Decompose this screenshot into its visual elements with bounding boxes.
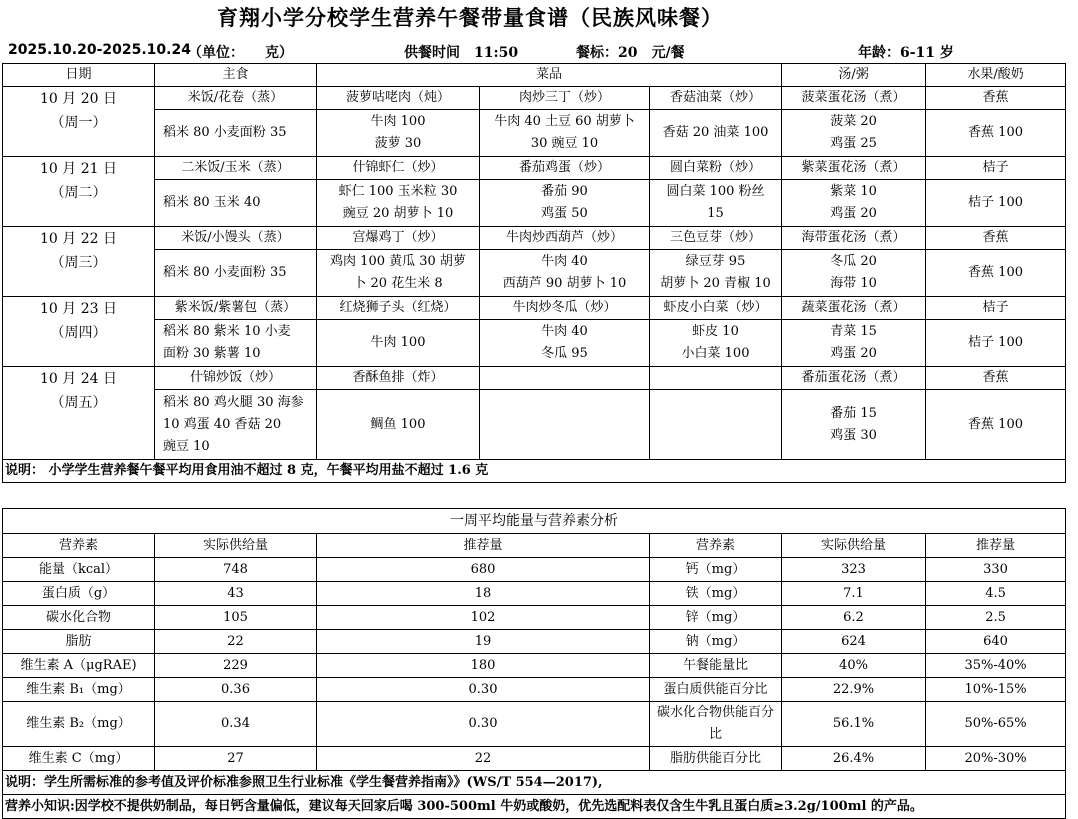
quantity-line: 冬瓜 20 xyxy=(830,254,877,269)
soup-quantity xyxy=(782,180,926,227)
nutrient-value: 105 xyxy=(155,606,317,630)
nutrient-name: 脂肪 xyxy=(3,630,155,654)
dish-name: 菠萝咕咾肉（炖） xyxy=(317,87,480,110)
fruit-quantity: 香蕉 100 xyxy=(926,110,1066,157)
analysis-row xyxy=(3,582,1066,606)
staple-quantity xyxy=(155,110,317,157)
menu-dish-row xyxy=(3,297,1066,320)
nutrient-value: 56.1% xyxy=(782,702,926,747)
dish-name: 香酥鱼排（炸） xyxy=(317,367,480,390)
quantity-line: 香菇 20 油菜 100 xyxy=(662,125,769,140)
footnote-row-1 xyxy=(3,771,1066,795)
fruit-name: 香蕉 xyxy=(926,87,1066,110)
dish-quantity xyxy=(317,390,480,460)
quantity-line: 小白菜 100 xyxy=(681,346,750,361)
age-range: 年龄：6-11 岁 xyxy=(858,45,954,61)
nutrient-value: 10%-15% xyxy=(926,678,1066,702)
quantity-line: 海带 10 xyxy=(830,276,877,291)
staple-name: 什锦炒饭（炒） xyxy=(155,367,317,390)
quantity-line: 菠萝 30 xyxy=(374,136,422,151)
day-date-cell xyxy=(3,87,155,157)
nutrient-value: 26.4% xyxy=(782,747,926,771)
day-date-cell xyxy=(3,297,155,367)
quantity-line: 绿豆芽 95 xyxy=(685,254,746,269)
dish-name: 什锦虾仁（炒） xyxy=(317,157,480,180)
day-weekday: （周二） xyxy=(50,185,107,201)
header-soup: 汤/粥 xyxy=(782,64,926,87)
quantity-line: 牛肉 40 xyxy=(541,324,588,339)
staple-name: 米饭/小馒头（蒸） xyxy=(155,227,317,250)
analysis-footnote-2: 营养小知识:因学校不提供奶制品，每日钙含量偏低，建议每天回家后喝 300-500ml 牛奶或酸奶，优先选配料表仅含生牛乳且蛋白质≥3.2g/100ml 的产品。 xyxy=(3,795,1066,819)
soup-name: 海带蛋花汤（煮） xyxy=(782,227,926,250)
dish-quantity xyxy=(480,250,650,297)
nutrient-value: 624 xyxy=(782,630,926,654)
menu-quantity-row xyxy=(3,250,1066,297)
nutrient-value: 27 xyxy=(155,747,317,771)
nutrient-value: 18 xyxy=(317,582,650,606)
nutrient-value: 0.30 xyxy=(317,702,650,747)
staple-name: 紫米饭/紫薯包（蒸） xyxy=(155,297,317,320)
quantity-line: 虾仁 100 玉米粒 30 xyxy=(338,184,458,199)
staple-quantity xyxy=(155,180,317,227)
dish-quantity xyxy=(650,110,782,157)
nutrient-name: 蛋白质（g） xyxy=(3,582,155,606)
nutrient-name: 维生素 B₂（mg） xyxy=(3,702,155,747)
analysis-header: 实际供给量 xyxy=(155,534,317,558)
dish-name: 宫爆鸡丁（炒） xyxy=(317,227,480,250)
quantity-line: 鲷鱼 100 xyxy=(370,416,426,432)
nutrient-value: 4.5 xyxy=(926,582,1066,606)
quantity-line: 10 鸡蛋 40 香菇 20 xyxy=(163,416,282,432)
analysis-title: 一周平均能量与营养素分析 xyxy=(3,509,1066,534)
analysis-row xyxy=(3,702,1066,747)
dish-quantity xyxy=(650,390,782,460)
page-title: 育翔小学分校学生营养午餐带量食谱（民族风味餐） xyxy=(217,5,723,30)
quantity-line: 鸡蛋 20 xyxy=(830,346,877,361)
day-weekday: （周三） xyxy=(50,255,107,271)
meal-cost: 餐标：20 元/餐 xyxy=(576,45,685,61)
analysis-footnote-1: 说明：学生所需标准的参考值及评价标准参照卫生行业标准《学生餐营养指南》》(WS/T 554—2017), xyxy=(3,771,1066,795)
dish-quantity xyxy=(317,250,480,297)
dish-name: 牛肉炒西葫芦（炒） xyxy=(480,227,650,250)
nutrient-value: 229 xyxy=(155,654,317,678)
nutrient-value: 22 xyxy=(317,747,650,771)
nutrient-value: 748 xyxy=(155,558,317,582)
dish-name: 香菇油菜（炒） xyxy=(650,87,782,110)
dish-name: 虾皮小白菜（炒） xyxy=(650,297,782,320)
quantity-line: 面粉 30 紫薯 10 xyxy=(163,346,261,361)
menu-dish-row xyxy=(3,87,1066,110)
header-date: 日期 xyxy=(3,64,155,87)
nutrient-name: 钠（mg） xyxy=(650,630,782,654)
quantity-line: 番茄 90 xyxy=(541,184,588,199)
day-date: 10 月 24 日 xyxy=(40,371,117,387)
analysis-header-row xyxy=(3,534,1066,558)
day-date-cell xyxy=(3,157,155,227)
fruit-quantity: 香蕉 100 xyxy=(926,390,1066,460)
nutrient-name: 脂肪供能百分比 xyxy=(650,747,782,771)
nutrient-name: 维生素 C（mg） xyxy=(3,747,155,771)
nutrient-value: 6.2 xyxy=(782,606,926,630)
quantity-line: 鸡蛋 25 xyxy=(830,136,877,151)
nutrient-name: 维生素 A（μgRAE) xyxy=(3,654,155,678)
nutrient-value: 19 xyxy=(317,630,650,654)
nutrient-value: 22.9% xyxy=(782,678,926,702)
menu-dish-row xyxy=(3,157,1066,180)
dish-name: 肉炒三丁（炒） xyxy=(480,87,650,110)
quantity-line: 鸡蛋 50 xyxy=(541,206,588,221)
nutrient-name: 能量（kcal） xyxy=(3,558,155,582)
quantity-line: 胡萝卜 20 青椒 10 xyxy=(660,276,771,291)
dish-quantity xyxy=(480,390,650,460)
day-date: 10 月 20 日 xyxy=(40,91,117,107)
staple-name: 二米饭/玉米（蒸） xyxy=(155,157,317,180)
soup-name: 紫菜蛋花汤（煮） xyxy=(782,157,926,180)
nutrient-value: 22 xyxy=(155,630,317,654)
quantity-line: 豌豆 20 胡萝卜 10 xyxy=(342,206,454,221)
nutrient-value: 7.1 xyxy=(782,582,926,606)
staple-quantity xyxy=(155,250,317,297)
quantity-line: 豌豆 10 xyxy=(163,438,210,454)
analysis-header: 营养素 xyxy=(3,534,155,558)
quantity-line: 虾皮 10 xyxy=(692,324,739,339)
day-date-cell xyxy=(3,227,155,297)
analysis-row xyxy=(3,678,1066,702)
dish-name: 三色豆芽（炒） xyxy=(650,227,782,250)
analysis-row xyxy=(3,630,1066,654)
day-weekday: （周五） xyxy=(50,395,107,411)
header-dishes: 菜品 xyxy=(317,64,782,87)
analysis-row xyxy=(3,606,1066,630)
fruit-name: 香蕉 xyxy=(926,227,1066,250)
nutrient-name: 钙（mg） xyxy=(650,558,782,582)
nutrient-value: 102 xyxy=(317,606,650,630)
nutrient-name: 午餐能量比 xyxy=(650,654,782,678)
quantity-line: 15 xyxy=(707,206,724,221)
nutrition-table xyxy=(2,508,1066,819)
nutrient-value: 43 xyxy=(155,582,317,606)
dish-name xyxy=(480,367,650,390)
header-staple: 主食 xyxy=(155,64,317,87)
dish-quantity xyxy=(480,110,650,157)
quantity-line: 牛肉 40 xyxy=(541,254,588,269)
fruit-quantity: 桔子 100 xyxy=(926,320,1066,367)
dish-quantity xyxy=(650,250,782,297)
soup-name: 蔬菜蛋花汤（煮） xyxy=(782,297,926,320)
dish-name xyxy=(650,367,782,390)
nutrient-value: 680 xyxy=(317,558,650,582)
dish-name: 红烧狮子头（红烧） xyxy=(317,297,480,320)
quantity-line: 西葫芦 90 胡萝卜 10 xyxy=(502,276,627,291)
quantity-line: 稻米 80 小麦面粉 35 xyxy=(163,265,287,280)
soup-name: 菠菜蛋花汤（煮） xyxy=(782,87,926,110)
quantity-line: 稻米 80 紫米 10 小麦 xyxy=(163,324,291,339)
soup-name: 番茄蛋花汤（煮） xyxy=(782,367,926,390)
menu-dish-row xyxy=(3,227,1066,250)
quantity-line: 鸡蛋 30 xyxy=(830,427,877,443)
menu-header-row xyxy=(3,64,1066,87)
meal-time: 供餐时间 11:50 xyxy=(404,45,519,61)
quantity-line: 稻米 80 玉米 40 xyxy=(163,195,261,210)
unit-label: （单位： 克） xyxy=(188,45,293,61)
quantity-line: 圆白菜 100 粉丝 xyxy=(666,184,765,199)
oil-salt-note: 说明： 小学学生营养餐午餐平均用食用油不超过 8 克，午餐平均用盐不超过 1.6 克 xyxy=(3,460,1066,483)
soup-quantity xyxy=(782,110,926,157)
nutrient-value: 50%-65% xyxy=(926,702,1066,747)
analysis-header: 营养素 xyxy=(650,534,782,558)
nutrient-value: 330 xyxy=(926,558,1066,582)
menu-quantity-row xyxy=(3,180,1066,227)
menu-quantity-row xyxy=(3,320,1066,367)
quantity-line: 鸡蛋 20 xyxy=(830,206,877,221)
dish-quantity xyxy=(650,180,782,227)
nutrient-value: 40% xyxy=(782,654,926,678)
nutrient-name: 蛋白质供能百分比 xyxy=(650,678,782,702)
menu-quantity-row xyxy=(3,110,1066,157)
nutrient-value: 0.34 xyxy=(155,702,317,747)
date-range: 2025.10.20-2025.10.24 xyxy=(8,42,191,58)
day-date: 10 月 21 日 xyxy=(40,161,117,177)
quantity-line: 稻米 80 鸡火腿 30 海参 xyxy=(163,394,304,410)
quantity-line: 鸡肉 100 黄瓜 30 胡萝 xyxy=(330,254,466,269)
staple-quantity xyxy=(155,320,317,367)
menu-quantity-row xyxy=(3,390,1066,460)
header-fruit: 水果/酸奶 xyxy=(926,64,1066,87)
analysis-row xyxy=(3,558,1066,582)
dish-quantity xyxy=(480,180,650,227)
dish-quantity xyxy=(650,320,782,367)
analysis-header: 推荐量 xyxy=(317,534,650,558)
footnote-row-2 xyxy=(3,795,1066,819)
day-date: 10 月 23 日 xyxy=(40,301,117,317)
soup-quantity xyxy=(782,320,926,367)
quantity-line: 牛肉 40 土豆 60 胡萝卜 xyxy=(494,114,635,129)
fruit-name: 香蕉 xyxy=(926,367,1066,390)
day-weekday: （周四） xyxy=(50,325,107,341)
dish-quantity xyxy=(317,110,480,157)
day-weekday: （周一） xyxy=(50,115,107,131)
dish-name: 圆白菜粉（炒） xyxy=(650,157,782,180)
quantity-line: 30 豌豆 10 xyxy=(530,136,599,151)
quantity-line: 青菜 15 xyxy=(830,324,877,339)
menu-dish-row xyxy=(3,367,1066,390)
quantity-line: 牛肉 100 xyxy=(370,114,426,129)
nutrient-name: 维生素 B₁（mg） xyxy=(3,678,155,702)
dish-quantity xyxy=(317,180,480,227)
quantity-line: 牛肉 100 xyxy=(370,335,426,350)
nutrient-name: 锌（mg） xyxy=(650,606,782,630)
analysis-row xyxy=(3,654,1066,678)
nutrient-name: 碳水化合物供能百分比 xyxy=(650,702,782,747)
quantity-line: 菠菜 20 xyxy=(830,114,877,129)
soup-quantity xyxy=(782,250,926,297)
nutrient-value: 2.5 xyxy=(926,606,1066,630)
nutrient-value: 180 xyxy=(317,654,650,678)
dish-quantity xyxy=(480,320,650,367)
quantity-line: 紫菜 10 xyxy=(830,184,877,199)
nutrient-value: 35%-40% xyxy=(926,654,1066,678)
day-date-cell xyxy=(3,367,155,460)
fruit-quantity: 香蕉 100 xyxy=(926,250,1066,297)
analysis-title-row xyxy=(3,509,1066,534)
quantity-line: 番茄 15 xyxy=(830,405,877,421)
analysis-header: 推荐量 xyxy=(926,534,1066,558)
nutrient-value: 20%-30% xyxy=(926,747,1066,771)
dish-quantity xyxy=(317,320,480,367)
soup-quantity xyxy=(782,390,926,460)
dish-name: 牛肉炒冬瓜（炒） xyxy=(480,297,650,320)
staple-name: 米饭/花卷（蒸） xyxy=(155,87,317,110)
quantity-line: 稻米 80 小麦面粉 35 xyxy=(163,125,287,140)
fruit-quantity: 桔子 100 xyxy=(926,180,1066,227)
nutrient-value: 0.36 xyxy=(155,678,317,702)
fruit-name: 桔子 xyxy=(926,157,1066,180)
dish-name: 番茄鸡蛋（炒） xyxy=(480,157,650,180)
quantity-line: 卜 20 花生米 8 xyxy=(353,276,443,291)
nutrient-value: 640 xyxy=(926,630,1066,654)
oil-salt-note-row xyxy=(3,460,1066,483)
analysis-header: 实际供给量 xyxy=(782,534,926,558)
menu-table xyxy=(2,63,1066,483)
nutrient-name: 铁（mg） xyxy=(650,582,782,606)
nutrient-name: 碳水化合物 xyxy=(3,606,155,630)
nutrient-value: 0.30 xyxy=(317,678,650,702)
staple-quantity xyxy=(155,390,317,460)
day-date: 10 月 22 日 xyxy=(40,231,117,247)
nutrient-value: 323 xyxy=(782,558,926,582)
analysis-row xyxy=(3,747,1066,771)
fruit-name: 桔子 xyxy=(926,297,1066,320)
quantity-line: 冬瓜 95 xyxy=(541,346,588,361)
